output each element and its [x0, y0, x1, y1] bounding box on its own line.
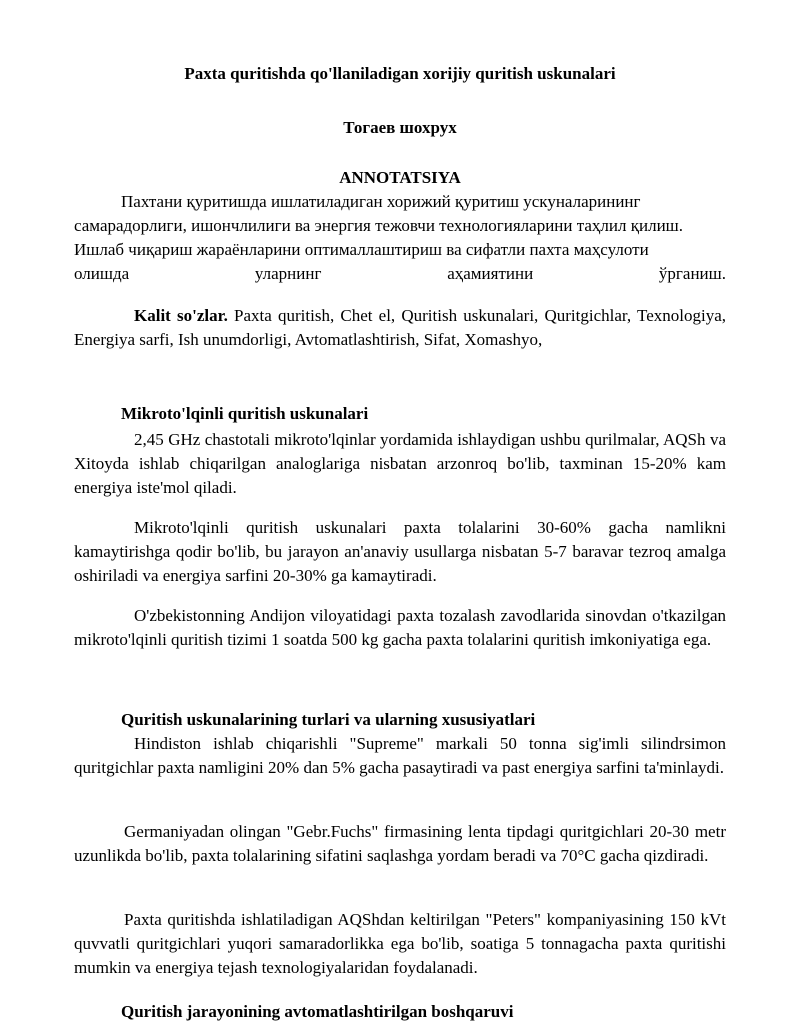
- annotation-word-3: аҳамиятини: [447, 264, 534, 283]
- annotation-line-2: самарадорлиги, ишончлилиги ва энергия тежовчи технологияларини таҳлил қилиш.: [74, 216, 684, 235]
- annotation-heading: ANNOTATSIYA: [339, 168, 461, 187]
- section-heading-microwave: Mikroto'lqinli quritish uskunalari: [121, 404, 369, 423]
- microwave-paragraph-2: Mikroto'lqinli quritish uskunalari paxta tolalarini 30-60% gacha namlikni kamaytirishga qodir bo'lib, bu jarayon an'anaviy usullarga nisbatan 5-7 baravar tezroq amalga oshiriladi va energiya sarfini 20-30% ga kamaytiradi.: [74, 518, 726, 585]
- annotation-word-1: олишда: [74, 264, 130, 283]
- annotation-line-1: [74, 190, 726, 214]
- annotation-word-2: уларнинг: [254, 264, 322, 283]
- annotation-paragraph: [74, 190, 726, 286]
- document-title: Paxta quritishda qo'llaniladigan xorijiy quritish uskunalari: [184, 64, 616, 83]
- keywords-paragraph: [74, 304, 726, 352]
- keywords-text: Paxta quritish, Chet el, Quritish uskunalari, Quritgichlar, Texnologiya, Energiya sarfi, Ish unumdorligi, Avtomatlashtirish, Sifat, Xomashyo,: [74, 306, 726, 349]
- dryer-types-paragraph-2: Germaniyadan olingan "Gebr.Fuchs" firmasining lenta tipdagi quritgichlari 20-30 metr uzunlikda bo'lib, paxta tolalarining sifatini saqlashga yordam beradi va 70°C gacha qizdiradi.: [74, 822, 726, 865]
- microwave-paragraph-3: O'zbekistonning Andijon viloyatidagi paxta tozalash zavodlarida sinovdan o'tkazilgan mikroto'lqinli quritish tizimi 1 soatda 500 kg gacha paxta tolalarini quritish imkoniyatiga ega.: [74, 606, 726, 649]
- dryer-types-paragraph-3: Paxta quritishda ishlatiladigan AQShdan keltirilgan "Peters" kompaniyasining 150 kVt quvvatli quritgichlari yuqori samaradorlikka ega bo'lib, soatiga 5 tonnagacha paxta quritishi mumkin va energiya tejash texnologiyalaridan foydalanadi.: [74, 910, 726, 977]
- annotation-word-4: ўрганиш.: [658, 264, 726, 283]
- annotation-line-1-text: Пахтани қуритишда ишлатиладиган хорижий қуритиш ускуналарининг: [121, 192, 641, 211]
- annotation-line-4: [74, 262, 726, 286]
- section-heading-dryer-types: Quritish uskunalarining turlari va ularning xususiyatlari: [121, 710, 536, 729]
- author-name: Тогаев шохрух: [343, 118, 457, 137]
- section-heading-automation: Quritish jarayonining avtomatlashtirilgan boshqaruvi: [121, 1002, 514, 1021]
- dryer-types-paragraph-1: Hindiston ishlab chiqarishli "Supreme" markali 50 tonna sig'imli silindrsimon quritgichlar paxta namligini 20% dan 5% gacha pasaytiradi va past energiya sarfini ta'minlaydi.: [74, 734, 726, 777]
- keywords-label: Kalit so'zlar.: [134, 306, 228, 325]
- microwave-paragraph-1: 2,45 GHz chastotali mikroto'lqinlar yordamida ishlaydigan ushbu qurilmalar, AQSh va Xitoyda ishlab chiqarilgan analoglariga nisbatan arzonroq bo'lib, taxminan 15-20% kam energiya iste'mol qiladi.: [74, 430, 726, 497]
- annotation-line-3: Ишлаб чиқариш жараёнларини оптималлаштириш ва сифатли пахта маҳсулоти: [74, 240, 649, 259]
